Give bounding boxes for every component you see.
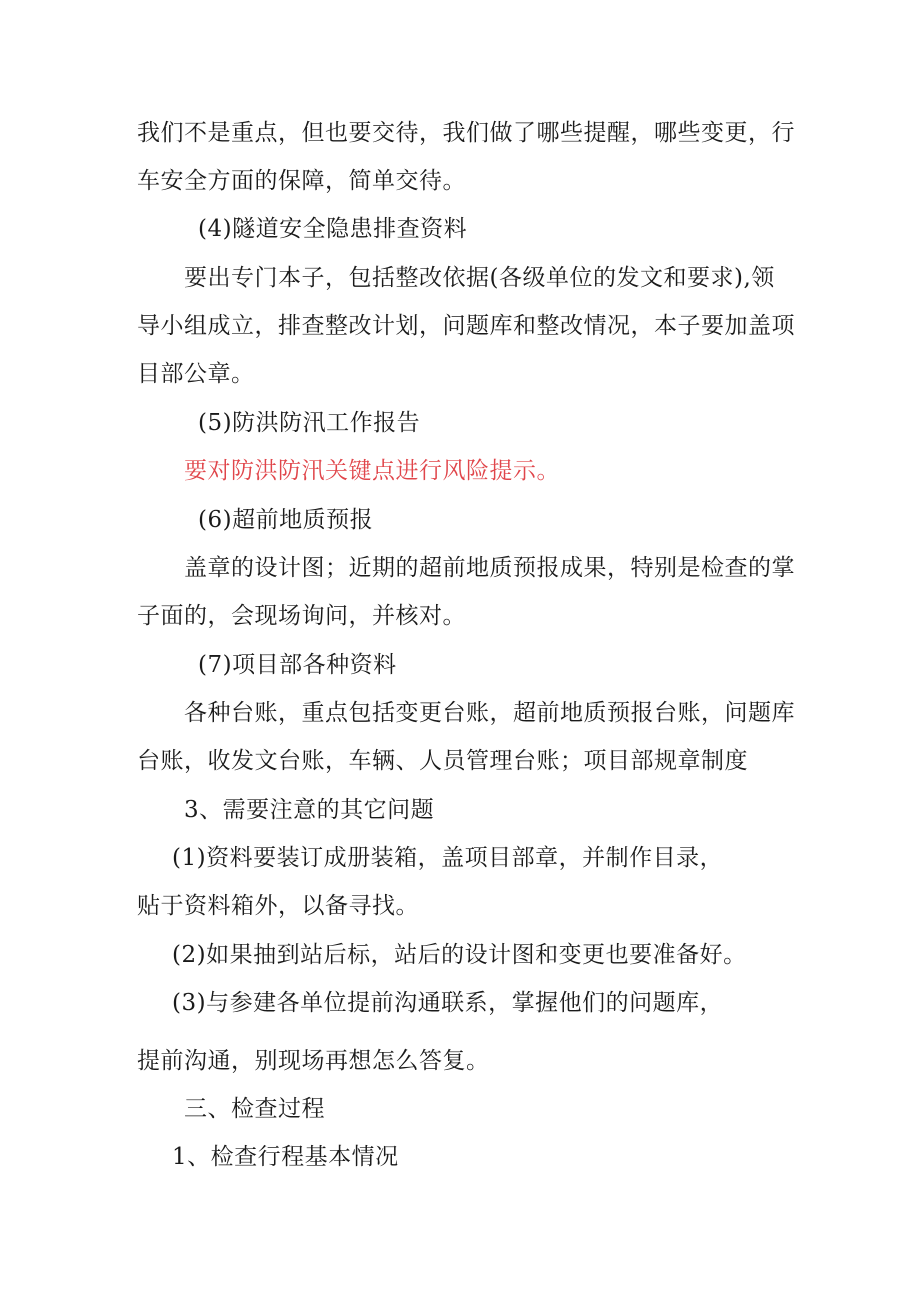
section-heading: (5)防洪防汛工作报告	[198, 410, 421, 436]
paragraph-line: 导小组成立，排查整改计划，问题库和整改情况，本子要加盖项	[137, 313, 795, 339]
paragraph-line: 提前沟通，别现场再想怎么答复。	[137, 1048, 490, 1074]
chapter-heading: 三、检查过程	[184, 1096, 325, 1122]
paragraph-line: (1)资料要装订成册装箱，盖项目部章，并制作目录，	[172, 845, 724, 871]
section-heading: (7)项目部各种资料	[198, 652, 397, 678]
paragraph-line: 台账，收发文台账，车辆、人员管理台账；项目部规章制度	[137, 748, 748, 774]
paragraph-line: 盖章的设计图；近期的超前地质预报成果，特别是检查的掌	[184, 555, 795, 581]
section-heading: (4)隧道安全隐患排查资料	[198, 216, 468, 242]
paragraph-line: 各种台账，重点包括变更台账，超前地质预报台账，问题库	[184, 700, 795, 726]
paragraph-line: 贴于资料箱外，以备寻找。	[137, 893, 419, 919]
section-heading: 1、检查行程基本情况	[172, 1144, 399, 1170]
section-heading: (6)超前地质预报	[198, 507, 374, 533]
paragraph-line: 车安全方面的保障，简单交待。	[137, 168, 466, 194]
paragraph-line: (3)与参建各单位提前沟通联系，掌握他们的问题库，	[172, 990, 724, 1016]
paragraph-line: (2)如果抽到站后标，站后的设计图和变更也要准备好。	[172, 942, 747, 968]
paragraph-line: 目部公章。	[137, 361, 255, 387]
highlighted-note: 要对防洪防汛关键点进行风险提示。	[184, 458, 560, 484]
paragraph-line: 要出专门本子，包括整改依据(各级单位的发文和要求),领	[184, 265, 775, 291]
paragraph-line: 子面的，会现场询问，并核对。	[137, 603, 466, 629]
paragraph-line: 我们不是重点，但也要交待，我们做了哪些提醒，哪些变更，行	[137, 120, 795, 146]
section-heading: 3、需要注意的其它问题	[184, 797, 435, 823]
